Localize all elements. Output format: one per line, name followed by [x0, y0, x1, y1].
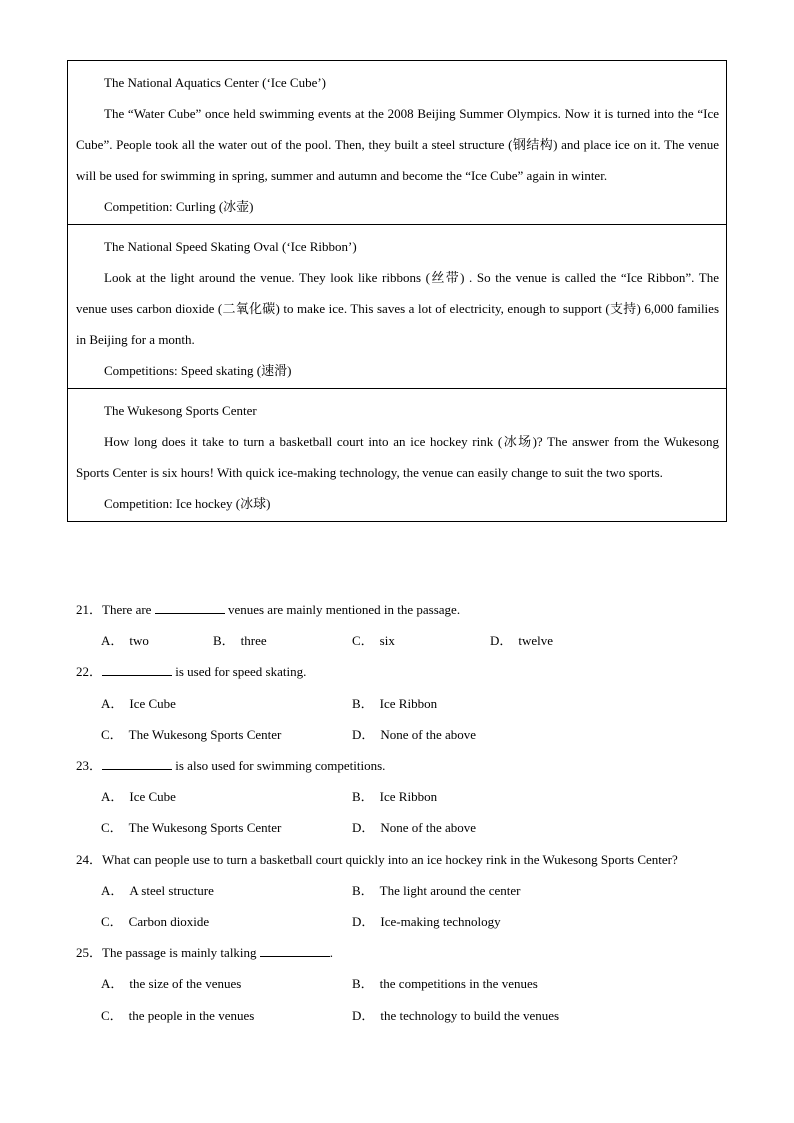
option-d[interactable]: D． the technology to build the venues [352, 1007, 560, 1023]
question-stem [76, 750, 726, 781]
question-stem [76, 656, 726, 687]
options-row [76, 968, 726, 999]
question-text-before: The passage is mainly talking [102, 945, 260, 961]
option-b[interactable]: B． three [213, 633, 267, 649]
section-competition: Competition: Curling (冰壶) [104, 199, 254, 214]
passage-section-ice-ribbon [68, 224, 726, 388]
question-number: 23． [76, 758, 103, 774]
question-stem [76, 937, 726, 968]
option-b[interactable]: B． the competitions in the venues [352, 976, 538, 992]
option-d[interactable]: D． Ice-making technology [352, 914, 501, 930]
options-row [76, 719, 726, 750]
answer-blank[interactable] [102, 661, 172, 676]
question-text-after: venues are mainly mentioned in the passage. [224, 602, 461, 617]
question-number: 21． [76, 602, 103, 617]
question-24 [76, 844, 726, 938]
option-b[interactable]: B． The light around the center [352, 882, 521, 898]
options-row [76, 688, 726, 719]
option-d[interactable]: D． None of the above [352, 820, 477, 836]
option-c[interactable]: C． The Wukesong Sports Center [101, 726, 282, 742]
venues-passage-box [67, 60, 727, 522]
section-body: The “Water Cube” once held swimming events at the 2008 Beijing Summer Olympics. Now it is turned into the “Ice Cube”. People took all the water out of the pool. Then, they built a steel structure (钢结构) and place ice on it. The venue will be used for swimming in spring, summer and autumn and become the “Ice Cube” again in winter. [76, 106, 719, 183]
section-body: Look at the light around the venue. They look like ribbons (丝带) . So the venue is called the “Ice Ribbon”. The venue uses carbon dioxide (二氧化碳) to make ice. This saves a lot of electricity, enough to support (支持) 6,000 families in Beijing for a month. [76, 270, 719, 347]
passage-section-ice-cube [68, 61, 726, 224]
option-c[interactable]: C． The Wukesong Sports Center [101, 820, 282, 836]
question-23 [76, 750, 726, 844]
option-a[interactable]: A． A steel structure [101, 882, 214, 898]
option-d[interactable]: D． twelve [490, 633, 554, 649]
option-a[interactable]: A． the size of the venues [101, 976, 242, 992]
question-text-after: . [329, 945, 334, 961]
section-title: The National Speed Skating Oval (‘Ice Ribbon’) [104, 239, 357, 254]
answer-blank[interactable] [260, 942, 330, 957]
options-row [76, 781, 726, 812]
question-stem [76, 844, 691, 875]
option-d[interactable]: D． None of the above [352, 726, 477, 742]
answer-blank[interactable] [155, 599, 225, 614]
question-stem [76, 594, 726, 625]
option-a[interactable]: A． two [101, 633, 149, 649]
section-title: The National Aquatics Center (‘Ice Cube’) [104, 75, 326, 90]
passage-section-wukesong [68, 388, 726, 521]
options-row [76, 906, 726, 937]
question-text-after: is used for speed skating. [172, 664, 307, 680]
question-list [76, 594, 726, 1031]
section-title: The Wukesong Sports Center [104, 403, 257, 418]
section-body: How long does it take to turn a basketball court into an ice hockey rink (冰场)? The answer from the Wukesong Sports Center is six hours! With quick ice-making technology, the venue can easily change to suit the two sports. [76, 434, 719, 480]
section-competition: Competition: Ice hockey (冰球) [104, 496, 271, 511]
option-c[interactable]: C． the people in the venues [101, 1007, 255, 1023]
question-text-after: is also used for swimming competitions. [172, 758, 386, 774]
question-21 [76, 594, 726, 656]
option-c[interactable]: C． Carbon dioxide [101, 914, 210, 930]
question-text: What can people use to turn a basketball court quickly into an ice hockey rink in the Wukesong Sports Center? [102, 851, 678, 867]
option-b[interactable]: B． Ice Ribbon [352, 695, 438, 711]
question-22 [76, 656, 726, 750]
question-number: 24． [76, 851, 103, 867]
question-number: 25． [76, 945, 103, 961]
option-b[interactable]: B． Ice Ribbon [352, 789, 438, 805]
option-a[interactable]: A． Ice Cube [101, 695, 176, 711]
options-row [76, 812, 726, 843]
answer-blank[interactable] [102, 755, 172, 770]
options-row [76, 625, 726, 656]
options-row [76, 875, 726, 906]
question-text-before: There are [102, 602, 155, 617]
option-c[interactable]: C． six [352, 633, 395, 649]
section-competition: Competitions: Speed skating (速滑) [104, 363, 292, 378]
options-row [76, 1000, 726, 1031]
question-number: 22． [76, 664, 103, 680]
question-25 [76, 937, 726, 1031]
option-a[interactable]: A． Ice Cube [101, 789, 176, 805]
